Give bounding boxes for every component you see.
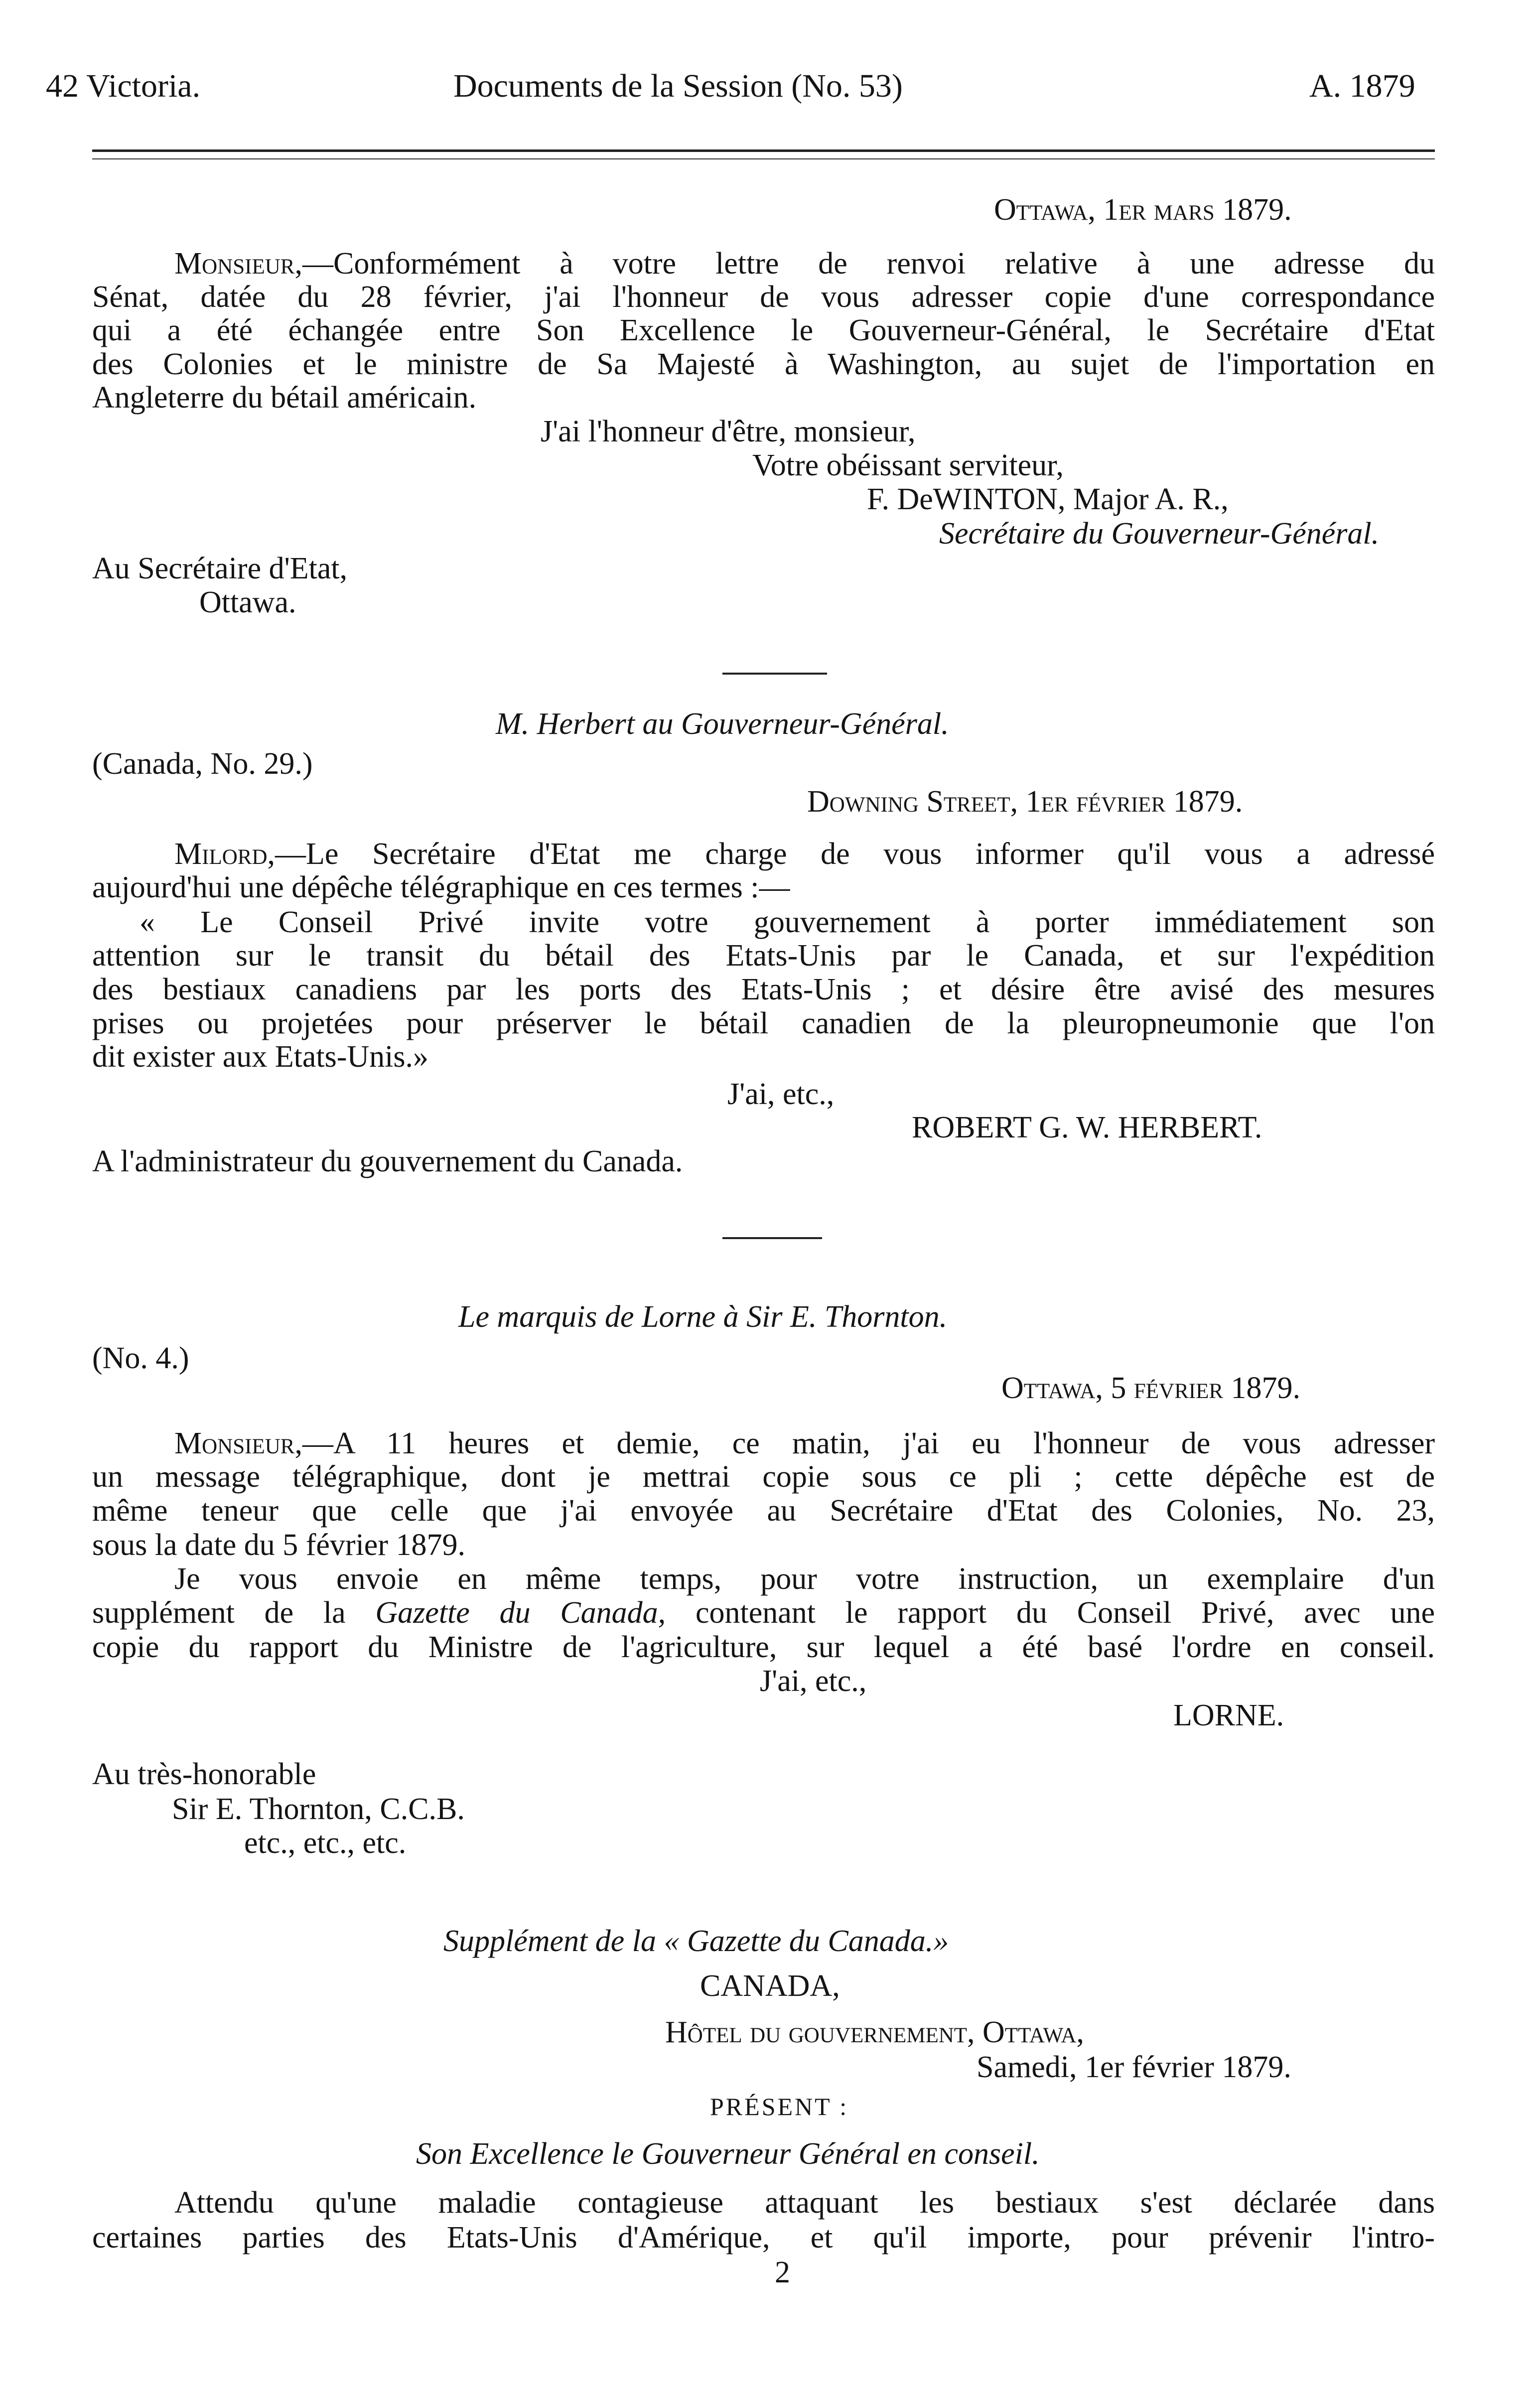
letter3-addressee-3: etc., etc., etc. <box>244 1826 407 1860</box>
letter2-line-7: dit exister aux Etats-Unis.» <box>92 1040 428 1074</box>
letter3-line-1: Monsieur,—A 11 heures et demie, ce matin, j'ai eu l'honneur de vous adresser <box>174 1426 1435 1460</box>
salutation: Monsieur, <box>174 247 302 281</box>
separator-1 <box>722 673 827 675</box>
letter2-line-4: attention sur le transit du bétail des Etats-Unis par le Canada, et sur l'expédition <box>92 939 1435 973</box>
header-rule-thin <box>92 158 1435 159</box>
letter3-line-5: Je vous envoie en même temps, pour votre instruction, un exemplaire d'un <box>174 1562 1435 1596</box>
letter3-closing: J'ai, etc., <box>760 1664 867 1698</box>
letter3-line-4: sous la date du 5 février 1879. <box>92 1528 465 1562</box>
header-left: 42 Victoria. <box>46 68 201 104</box>
letter3-heading: Le marquis de Lorne à Sir E. Thornton. <box>458 1300 948 1334</box>
salutation: Monsieur, <box>174 1426 302 1460</box>
letter1-sign-title: Secrétaire du Gouverneur-Général. <box>939 517 1380 551</box>
letter1-closing-1: J'ai l'honneur d'être, monsieur, <box>541 415 916 448</box>
letter2-line-5: des bestiaux canadiens par les ports des Etats-Unis ; et désire être avisé des mesures <box>92 973 1435 1006</box>
letter2-line-2: aujourd'hui une dépêche télégraphique en ces termes :— <box>92 870 790 904</box>
supplement-present: PRÉSENT : <box>710 2093 849 2120</box>
letter1-addressee-2: Ottawa. <box>199 585 296 619</box>
letter1-line-5: Angleterre du bétail américain. <box>92 381 477 415</box>
letter1-line-1: Monsieur,—Conformément à votre lettre de renvoi relative à une adresse du <box>174 247 1435 281</box>
salutation: Milord, <box>174 837 276 871</box>
signature-mark: 2 <box>775 2255 790 2289</box>
letter3-ref: (No. 4.) <box>92 1341 189 1375</box>
letter1-closing-2: Votre obéissant serviteur, <box>752 448 1064 482</box>
letter3-line-3: même teneur que celle que j'ai envoyée au Secrétaire d'Etat des Colonies, No. 23, <box>92 1494 1435 1528</box>
supplement-place: Hôtel du gouvernement, Ottawa, <box>665 2015 1084 2049</box>
letter2-line-1: Milord,—Le Secrétaire d'Etat me charge de vous informer qu'il vous a adressé <box>174 837 1435 871</box>
letter1-line-3: qui a été échangée entre Son Excellence le Gouverneur-Général, le Secrétaire d'Etat <box>92 313 1435 347</box>
supplement-line-1: Attendu qu'une maladie contagieuse attaquant les bestiaux s'est déclarée dans <box>174 2186 1435 2220</box>
letter2-ref: (Canada, No. 29.) <box>92 747 313 781</box>
letter3-addressee-2: Sir E. Thornton, C.C.B. <box>172 1792 465 1826</box>
letter3-line-6: supplément de la Gazette du Canada, contenant le rapport du Conseil Privé, avec une <box>92 1596 1435 1630</box>
letter2-addressee: A l'administrateur du gouvernement du Canada. <box>92 1144 683 1178</box>
letter2-heading: M. Herbert au Gouverneur-Général. <box>496 707 949 741</box>
letter3-addressee-1: Au très-honorable <box>92 1757 316 1791</box>
header-right: A. 1879 <box>1309 68 1415 104</box>
header-center: Documents de la Session (No. 53) <box>453 68 903 104</box>
header-rule-thick <box>92 149 1435 152</box>
letter3-line-2: un message télégraphique, dont je mettrai copie sous ce pli ; cette dépêche est de <box>92 1460 1435 1494</box>
letter3-dateline: Ottawa, 5 février 1879. <box>1001 1371 1301 1405</box>
gazette-title: Gazette du Canada, <box>375 1596 666 1630</box>
supplement-council: Son Excellence le Gouverneur Général en conseil. <box>416 2137 1040 2171</box>
letter2-closing: J'ai, etc., <box>727 1077 835 1111</box>
letter1-line-4: des Colonies et le ministre de Sa Majesté à Washington, au sujet de l'importation en <box>92 347 1435 381</box>
letter3-signature: LORNE. <box>1173 1698 1284 1732</box>
letter1-dateline: Ottawa, 1er mars 1879. <box>994 193 1292 227</box>
separator-2 <box>722 1237 822 1239</box>
letter1-line-2: Sénat, datée du 28 février, j'ai l'honneur de vous adresser copie d'une correspondance <box>92 280 1435 314</box>
letter1-closing-3: F. DeWINTON, Major A. R., <box>867 482 1229 516</box>
letter1-addressee-1: Au Secrétaire d'Etat, <box>92 552 348 585</box>
supplement-canada: CANADA, <box>700 1969 840 2003</box>
letter2-line-6: prises ou projetées pour préserver le bétail canadien de la pleuropneumonie que l'on <box>92 1006 1435 1040</box>
supplement-heading: Supplément de la « Gazette du Canada.» <box>443 1924 949 1958</box>
letter2-line-3: « Le Conseil Privé invite votre gouvernement à porter immédiatement son <box>140 905 1435 939</box>
letter3-line-7: copie du rapport du Ministre de l'agriculture, sur lequel a été basé l'ordre en conseil. <box>92 1630 1435 1664</box>
letter2-dateline: Downing Street, 1er février 1879. <box>807 785 1243 819</box>
supplement-line-2: certaines parties des Etats-Unis d'Amérique, et qu'il importe, pour prévenir l'intro- <box>92 2221 1435 2255</box>
letter2-signature: ROBERT G. W. HERBERT. <box>912 1111 1262 1144</box>
supplement-date: Samedi, 1er février 1879. <box>977 2050 1291 2084</box>
